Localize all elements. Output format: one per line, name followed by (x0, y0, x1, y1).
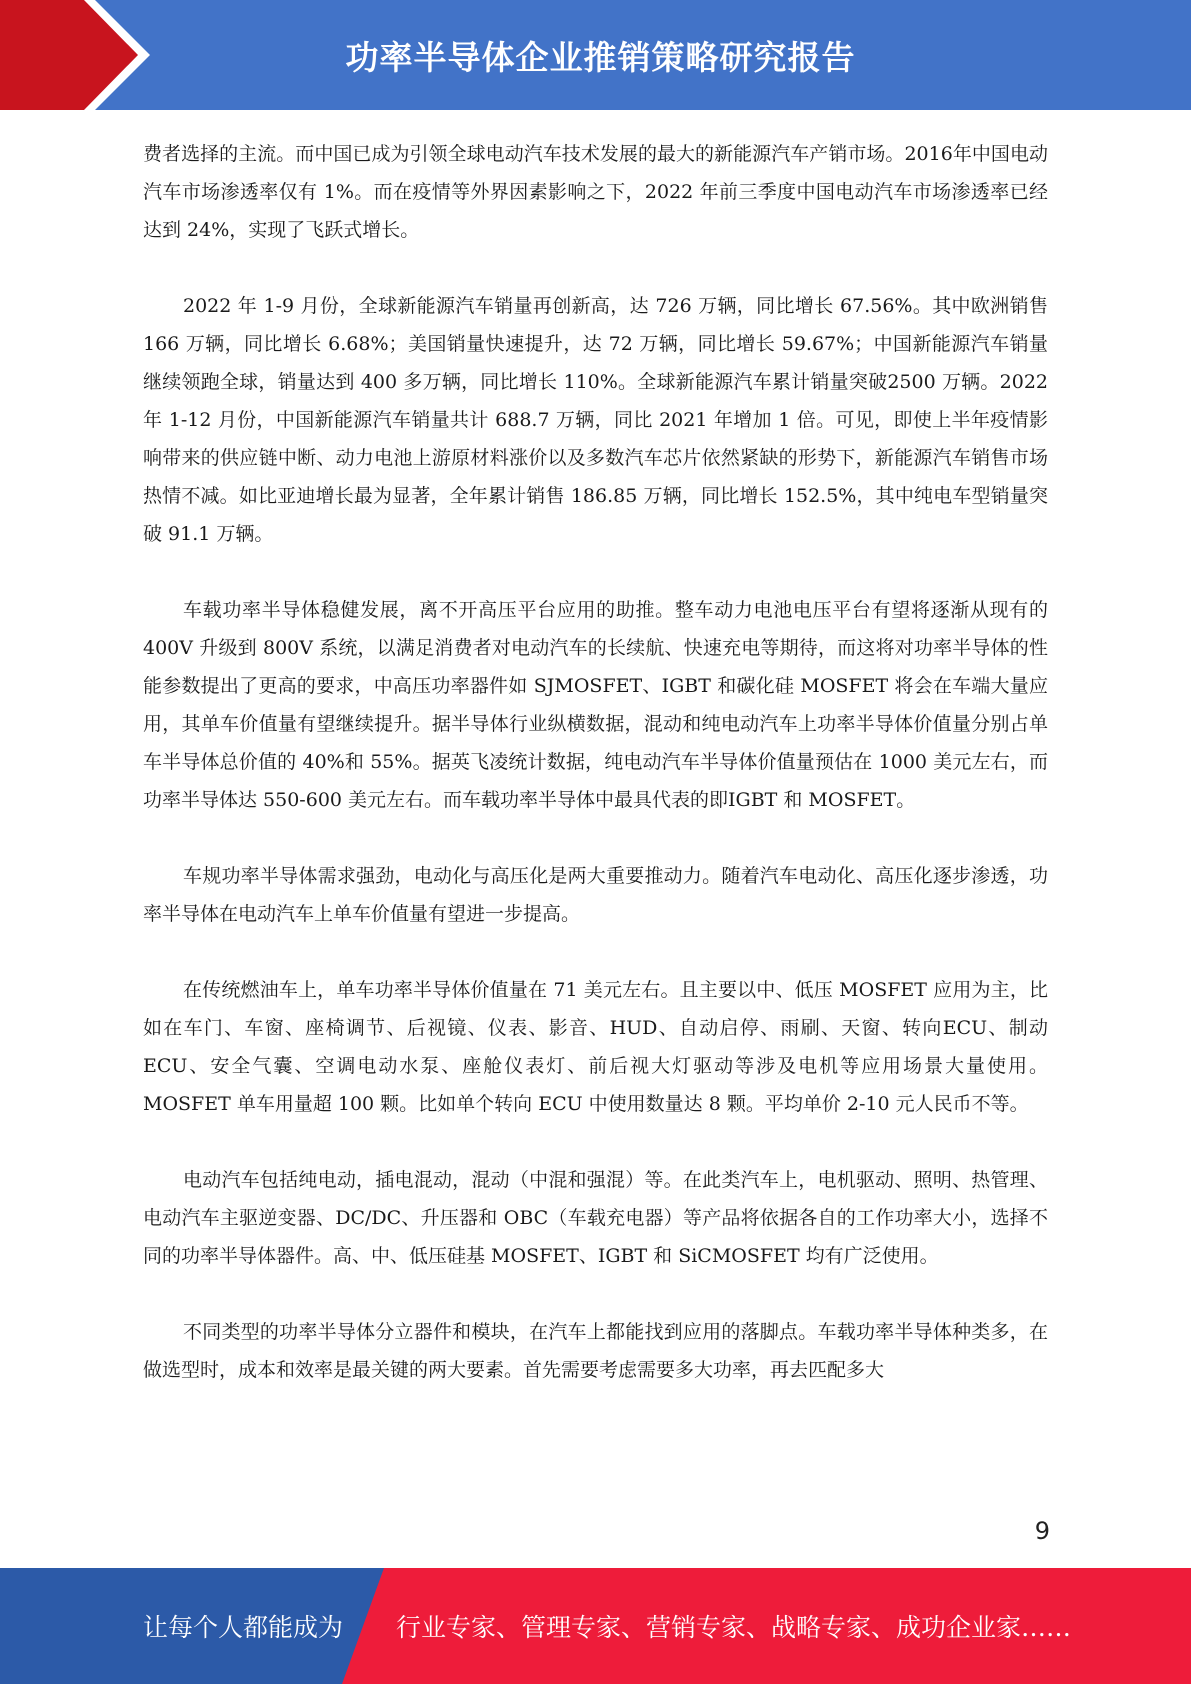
report-title: 功率半导体企业推销策略研究报告 (345, 37, 856, 77)
paragraph: 车载功率半导体稳健发展，离不开高压平台应用的助推。整车动力电池电压平台有望将逐渐从现有的 400V 升级到 800V 系统，以满足消费者对电动汽车的长续航、快速充电等期待，而这将对功率半导体的性能参数提出了更高的要求，中高压功率器件如 SJMOSFET、IGBT 和碳化硅 MOSFET 将会在车端大量应用，其单车价值量有望继续提升。据半导体行业纵横数据，混动和纯电动汽车上功率半导体价值量分别占单车半导体总价值的 40%和 55%。据英飞凌统计数据，纯电动汽车半导体价值量预估在 1000 美元左右，而功率半导体达 550-600 美元左右。而车载功率半导体中最具代表的即IGBT 和 MOSFET。 (143, 599, 1048, 811)
page-number: 9 (1034, 1517, 1050, 1545)
footer-slogan-right: 行业专家、管理专家、营销专家、战略专家、成功企业家…… (396, 1613, 1072, 1642)
body-text (143, 135, 1048, 1389)
paragraph: 费者选择的主流。而中国已成为引领全球电动汽车技术发展的最大的新能源汽车产销市场。2016年中国电动汽车市场渗透率仅有 1%。而在疫情等外界因素影响之下，2022 年前三季度中国电动汽车市场渗透率已经达到 24%，实现了飞跃式增长。 (143, 143, 1048, 241)
footer-slogan-left: 让每个人都能成为 (143, 1613, 344, 1642)
paragraph: 电动汽车包括纯电动，插电混动，混动（中混和强混）等。在此类汽车上，电机驱动、照明、热管理、电动汽车主驱逆变器、DC/DC、升压器和 OBC（车载充电器）等产品将依据各自的工作功率大小，选择不同的功率半导体器件。高、中、低压硅基 MOSFET、IGBT 和 SiCMOSFET 均有广泛使用。 (143, 1169, 1048, 1267)
page-footer (0, 1568, 1191, 1684)
page-header (0, 0, 1191, 110)
paragraph: 车规功率半导体需求强劲，电动化与高压化是两大重要推动力。随着汽车电动化、高压化逐步渗透，功率半导体在电动汽车上单车价值量有望进一步提高。 (143, 865, 1048, 925)
paragraph: 2022 年 1-9 月份，全球新能源汽车销量再创新高，达 726 万辆，同比增长 67.56%。其中欧洲销售 166 万辆，同比增长 6.68%；美国销量快速提升，达 72 万辆，同比增长 59.67%；中国新能源汽车销量继续领跑全球，销量达到 400 多万辆，同比增长 110%。全球新能源汽车累计销量突破2500 万辆。2022 年 1-12 月份，中国新能源汽车销量共计 688.7 万辆，同比 2021 年增加 1 倍。可见，即使上半年疫情影响带来的供应链中断、动力电池上游原材料涨价以及多数汽车芯片依然紧缺的形势下，新能源汽车销售市场热情不减。如比亚迪增长最为显著，全年累计销售 186.85 万辆，同比增长 152.5%，其中纯电车型销量突破 91.1 万辆。 (143, 295, 1048, 545)
paragraph: 在传统燃油车上，单车功率半导体价值量在 71 美元左右。且主要以中、低压 MOSFET 应用为主，比如在车门、车窗、座椅调节、后视镜、仪表、影音、HUD、自动启停、雨刷、天窗、转向ECU、制动 ECU、安全气囊、空调电动水泵、座舱仪表灯、前后视大灯驱动等涉及电机等应用场景大量使用。MOSFET 单车用量超 100 颗。比如单个转向 ECU 中使用数量达 8 颗。平均单价 2-10 元人民币不等。 (143, 979, 1048, 1115)
paragraph: 不同类型的功率半导体分立器件和模块，在汽车上都能找到应用的落脚点。车载功率半导体种类多，在做选型时，成本和效率是最关键的两大要素。首先需要考虑需要多大功率，再去匹配多大 (143, 1321, 1048, 1381)
